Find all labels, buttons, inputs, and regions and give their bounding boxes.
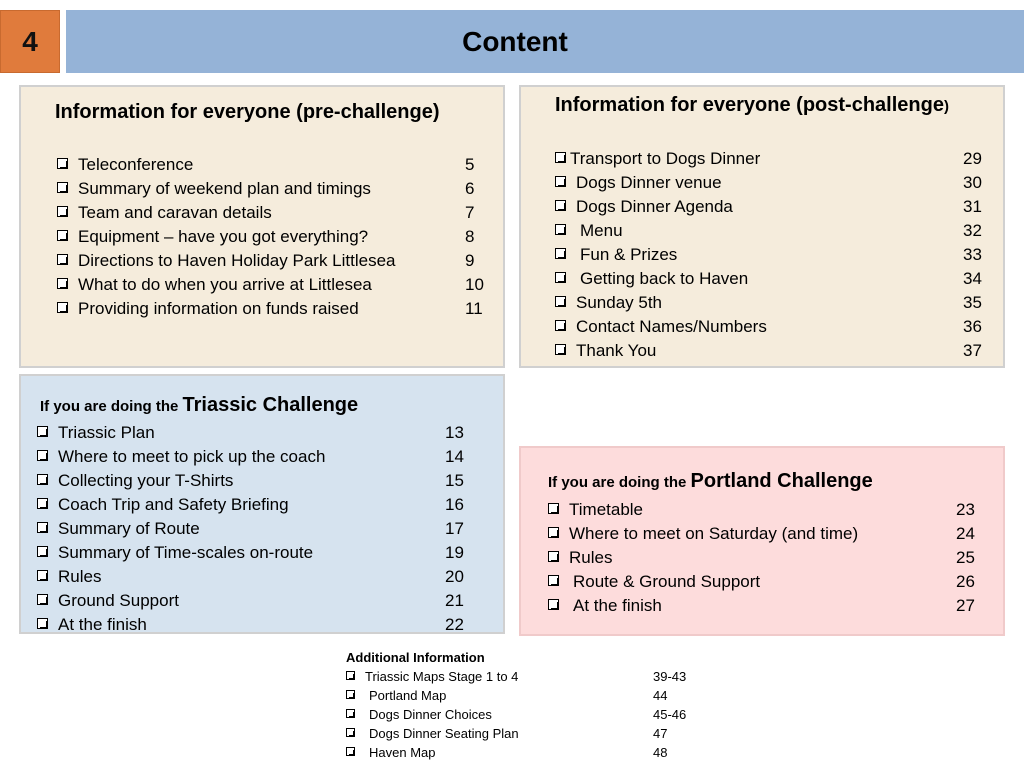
- item-page: 23: [956, 500, 975, 519]
- portland-panel: [519, 446, 1005, 636]
- item-page: 22: [445, 615, 464, 634]
- item-label: Sunday 5th: [576, 293, 663, 312]
- list-item: [555, 195, 995, 219]
- item-label: Where to meet to pick up the coach: [58, 447, 326, 466]
- list-item: [346, 743, 746, 762]
- item-page: 6: [465, 179, 475, 198]
- item-label: Rules: [569, 548, 613, 567]
- item-label: Triassic Maps Stage 1 to 4: [365, 669, 519, 684]
- list-item: [555, 147, 995, 171]
- item-label: Contact Names/Numbers: [576, 317, 767, 336]
- checkbox-icon: [37, 426, 48, 437]
- list-item: [57, 249, 487, 273]
- slide-title: Content: [462, 25, 568, 57]
- post-challenge-list: [555, 147, 995, 363]
- item-label: Providing information on funds raised: [78, 299, 359, 318]
- item-page: 5: [465, 155, 475, 174]
- checkbox-icon: [346, 747, 355, 756]
- item-page: 30: [963, 173, 982, 192]
- item-page: 45-46: [653, 707, 687, 722]
- item-label: Getting back to Haven: [580, 269, 749, 288]
- item-page: 10: [465, 275, 484, 294]
- checkbox-icon: [555, 152, 566, 163]
- item-page: 21: [445, 591, 464, 610]
- item-label: Route & Ground Support: [573, 572, 761, 591]
- item-label: Rules: [58, 567, 102, 586]
- list-item: [548, 546, 988, 570]
- list-item: [37, 421, 477, 445]
- list-item: [555, 339, 995, 363]
- list-item: [37, 565, 477, 589]
- checkbox-icon: [37, 498, 48, 509]
- checkbox-icon: [346, 728, 355, 737]
- item-label: Fun & Prizes: [580, 245, 678, 264]
- list-item: [346, 686, 746, 705]
- post-challenge-heading-suffix: ): [943, 98, 949, 115]
- list-item: [346, 705, 746, 724]
- item-label: Dogs Dinner Seating Plan: [369, 726, 519, 741]
- list-item: [57, 273, 487, 297]
- item-label: Where to meet on Saturday (and time): [569, 524, 859, 543]
- checkbox-icon: [57, 278, 68, 289]
- item-page: 13: [445, 423, 464, 442]
- checkbox-icon: [555, 224, 566, 235]
- post-challenge-heading: [555, 94, 949, 117]
- list-item: [555, 291, 995, 315]
- checkbox-icon: [37, 594, 48, 605]
- additional-list: [346, 667, 746, 762]
- portland-heading: [548, 470, 873, 493]
- item-page: 24: [956, 524, 975, 543]
- list-item: [37, 445, 477, 469]
- triassic-list: [37, 421, 477, 637]
- item-label: Triassic Plan: [58, 423, 155, 442]
- item-page: 15: [445, 471, 464, 490]
- triassic-panel: [19, 374, 505, 634]
- item-label: Dogs Dinner Agenda: [576, 197, 733, 216]
- item-page: 16: [445, 495, 464, 514]
- item-label: Ground Support: [58, 591, 179, 610]
- checkbox-icon: [548, 503, 559, 514]
- list-item: [548, 498, 988, 522]
- checkbox-icon: [57, 182, 68, 193]
- list-item: [57, 225, 487, 249]
- additional-heading: Additional Information: [346, 650, 485, 665]
- list-item: [548, 522, 988, 546]
- item-page: 19: [445, 543, 464, 562]
- portland-heading-name: Portland Challenge: [690, 470, 873, 492]
- item-page: 17: [445, 519, 464, 538]
- list-item: [555, 243, 995, 267]
- item-page: 9: [465, 251, 475, 270]
- item-label: Summary of Route: [58, 519, 200, 538]
- list-item: [555, 267, 995, 291]
- item-page: 26: [956, 572, 975, 591]
- item-page: 31: [963, 197, 982, 216]
- checkbox-icon: [555, 320, 566, 331]
- item-label: Summary of weekend plan and timings: [78, 179, 371, 198]
- item-label: Transport to Dogs Dinner: [570, 149, 761, 168]
- list-item: [346, 667, 746, 686]
- item-label: Thank You: [576, 341, 657, 360]
- checkbox-icon: [346, 690, 355, 699]
- checkbox-icon: [57, 206, 68, 217]
- checkbox-icon: [57, 158, 68, 169]
- list-item: [57, 153, 487, 177]
- portland-list: [548, 498, 988, 618]
- checkbox-icon: [37, 618, 48, 629]
- checkbox-icon: [548, 575, 559, 586]
- checkbox-icon: [555, 176, 566, 187]
- pre-challenge-list: [57, 153, 487, 321]
- checkbox-icon: [548, 551, 559, 562]
- checkbox-icon: [555, 272, 566, 283]
- item-page: 34: [963, 269, 982, 288]
- checkbox-icon: [555, 296, 566, 307]
- item-label: Portland Map: [369, 688, 447, 703]
- post-challenge-panel: [519, 85, 1005, 368]
- checkbox-icon: [555, 248, 566, 259]
- item-label: Menu: [580, 221, 623, 240]
- item-page: 29: [963, 149, 982, 168]
- list-item: [548, 570, 988, 594]
- checkbox-icon: [555, 344, 566, 355]
- checkbox-icon: [555, 200, 566, 211]
- list-item: [346, 724, 746, 743]
- list-item: [57, 297, 487, 321]
- item-label: Collecting your T-Shirts: [58, 471, 234, 490]
- item-label: Teleconference: [78, 155, 194, 174]
- triassic-heading-name: Triassic Challenge: [182, 394, 359, 416]
- item-page: 37: [963, 341, 982, 360]
- item-label: Directions to Haven Holiday Park Littlesea: [78, 251, 396, 270]
- post-challenge-heading-text: Information for everyone (post-challenge: [555, 94, 944, 116]
- item-page: 36: [963, 317, 982, 336]
- list-item: [37, 493, 477, 517]
- triassic-heading-prefix: If you are doing the: [40, 398, 183, 415]
- item-page: 25: [956, 548, 975, 567]
- item-page: 7: [465, 203, 475, 222]
- item-label: Team and caravan details: [78, 203, 272, 222]
- list-item: [548, 594, 988, 618]
- item-label: Dogs Dinner venue: [576, 173, 722, 192]
- item-page: 20: [445, 567, 464, 586]
- item-label: Coach Trip and Safety Briefing: [58, 495, 289, 514]
- item-page: 27: [956, 596, 975, 615]
- list-item: [37, 613, 477, 637]
- checkbox-icon: [57, 230, 68, 241]
- item-page: 32: [963, 221, 982, 240]
- item-label: What to do when you arrive at Littlesea: [78, 275, 372, 294]
- item-page: 33: [963, 245, 982, 264]
- list-item: [555, 315, 995, 339]
- item-page: 39-43: [653, 669, 687, 684]
- item-label: Timetable: [569, 500, 644, 519]
- checkbox-icon: [548, 527, 559, 538]
- pre-challenge-panel: [19, 85, 505, 368]
- list-item: [555, 219, 995, 243]
- item-label: Summary of Time-scales on-route: [58, 543, 314, 562]
- list-item: [37, 541, 477, 565]
- item-label: Dogs Dinner Choices: [369, 707, 492, 722]
- list-item: [57, 177, 487, 201]
- item-label: Haven Map: [369, 745, 436, 760]
- checkbox-icon: [346, 709, 355, 718]
- checkbox-icon: [37, 474, 48, 485]
- checkbox-icon: [37, 546, 48, 557]
- title-bar: [66, 10, 1024, 73]
- triassic-heading: [40, 394, 358, 417]
- item-label: At the finish: [58, 615, 147, 634]
- item-page: 48: [653, 745, 668, 760]
- checkbox-icon: [346, 671, 355, 680]
- list-item: [37, 589, 477, 613]
- list-item: [37, 517, 477, 541]
- list-item: [37, 469, 477, 493]
- checkbox-icon: [57, 302, 68, 313]
- item-label: Equipment – have you got everything?: [78, 227, 369, 246]
- item-page: 14: [445, 447, 464, 466]
- portland-heading-prefix: If you are doing the: [548, 474, 691, 491]
- pre-challenge-heading: Information for everyone (pre-challenge): [55, 101, 440, 123]
- checkbox-icon: [57, 254, 68, 265]
- item-page: 8: [465, 227, 475, 246]
- item-page: 47: [653, 726, 668, 741]
- item-label: At the finish: [573, 596, 662, 615]
- checkbox-icon: [37, 522, 48, 533]
- checkbox-icon: [37, 570, 48, 581]
- checkbox-icon: [37, 450, 48, 461]
- list-item: [555, 171, 995, 195]
- additional-information: [346, 648, 746, 762]
- item-page: 35: [963, 293, 982, 312]
- item-page: 44: [653, 688, 668, 703]
- list-item: [57, 201, 487, 225]
- checkbox-icon: [548, 599, 559, 610]
- slide-number: 4: [0, 10, 60, 73]
- item-page: 11: [465, 299, 483, 318]
